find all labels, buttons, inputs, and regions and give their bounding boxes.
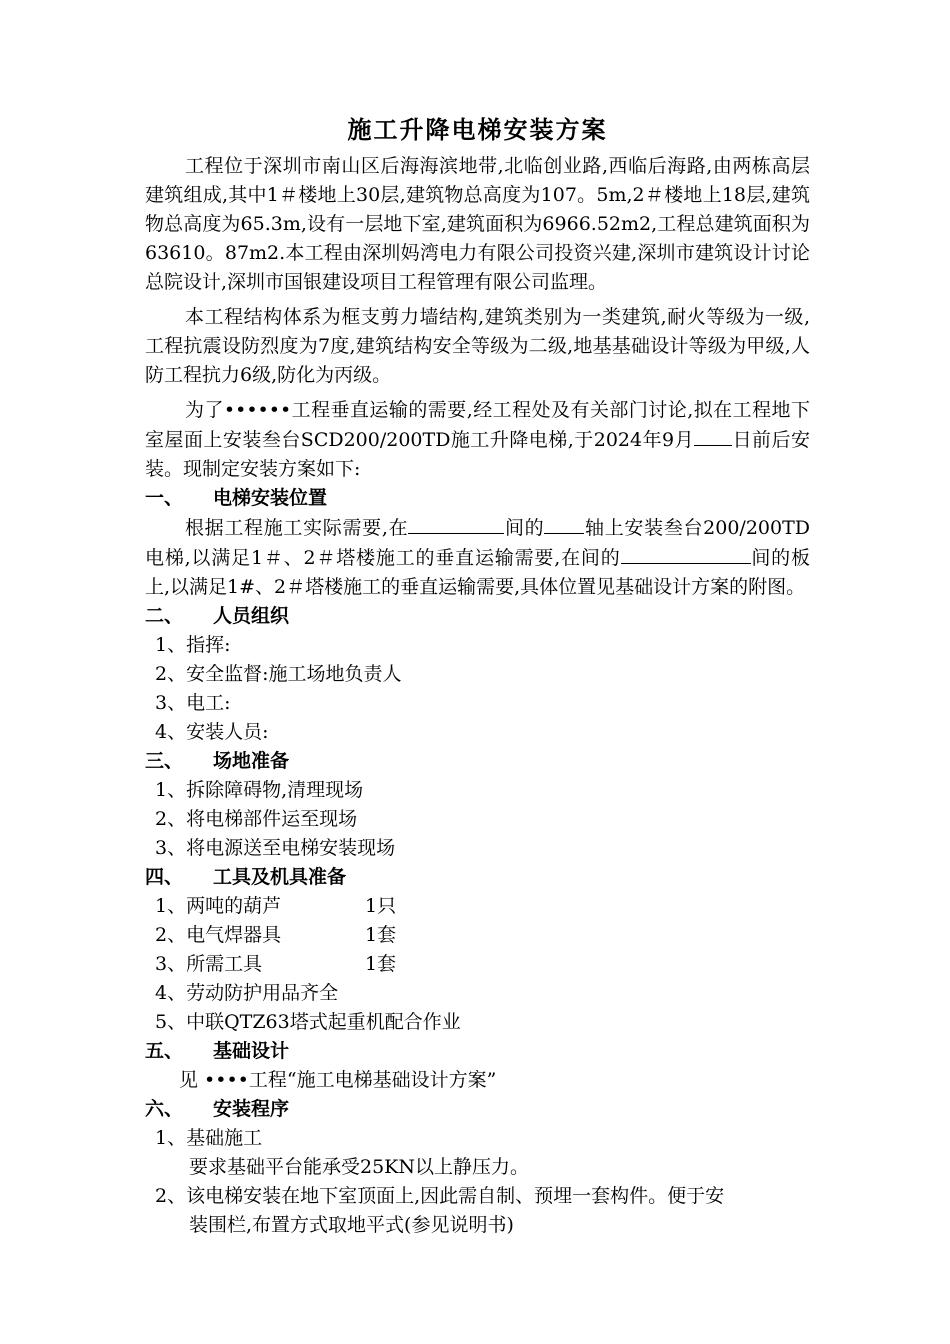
intro-paragraph-3-b: 日前后安装。现制定安装方案如下: bbox=[145, 429, 810, 480]
list-item: 2、安全监督:施工场地负责人 bbox=[155, 663, 402, 685]
list-item: 1、基础施工 bbox=[155, 1127, 263, 1149]
blank-axis bbox=[544, 513, 584, 534]
intro-paragraph-2: 本工程结构体系为框支剪力墙结构,建筑类别为一类建筑,耐火等级为一级,工程抗震设防烈度为7度,建筑结构安全等级为二级,地基基础设计等级为甲级,人防工程抗力6级,防化为丙级。 bbox=[145, 306, 810, 386]
section-heading-6: 六、 安装程序 bbox=[145, 1098, 290, 1120]
intro-paragraph-3-a: 为了••••••工程垂直运输的需要,经工程处及有关部门讨论,拟在工程地下室屋面上安装叁台SCD200/200TD施工升降电梯,于2024年9月 bbox=[145, 399, 810, 451]
list-item: 1、拆除障碍物,清理现场 bbox=[155, 779, 364, 801]
section-heading-4: 四、 工具及机具准备 bbox=[145, 866, 347, 888]
list-item-detail: 要求基础平台能承受25KN以上静压力。 bbox=[189, 1156, 529, 1178]
intro-paragraph-1: 工程位于深圳市南山区后海海滨地带,北临创业路,西临后海路,由两栋高层建筑组成,其中1＃楼地上30层,建筑物总高度为107。5m,2＃楼地上18层,建筑物总高度为65.3m,设有一层地下室,建筑面积为6966.52m2,工程总建筑面积为63610。87m2.本工程由深圳妈湾电力有限公司投资兴建,深圳市建筑设计讨论总院设计,深圳市国银建设项目工程管理有限公司监理。 bbox=[145, 155, 810, 293]
tool-row: 1、两吨的葫芦 1只 bbox=[155, 895, 397, 917]
document-title: 施工升降电梯安装方案 bbox=[347, 116, 608, 144]
list-item: 5、中联QTZ63塔式起重机配合作业 bbox=[155, 1011, 461, 1033]
intro-paragraph-3 bbox=[145, 396, 810, 484]
section-1-text: 根据工程施工实际需要,在 间的 轴上安装叁台200/200TD电梯,以满足1＃、2＃塔楼施工的垂直运输需要,在间的 间的板上,以满足1#、2＃塔楼施工的垂直运输需要,具体位置见基础设计方案的附图。 bbox=[145, 513, 810, 602]
section-5-text: 见 ••••工程“施工电梯基础设计方案” bbox=[179, 1069, 497, 1091]
list-item: 3、将电源送至电梯安装现场 bbox=[155, 837, 396, 859]
document-page bbox=[145, 112, 810, 1240]
list-item: 4、劳动防护用品齐全 bbox=[155, 982, 339, 1004]
tool-row: 2、电气焊器具 1套 bbox=[155, 924, 397, 946]
section-heading-5: 五、 基础设计 bbox=[145, 1040, 290, 1062]
list-item: 3、电工: bbox=[155, 692, 231, 714]
list-item: 4、安装人员: bbox=[155, 721, 269, 743]
blank-between bbox=[621, 543, 751, 564]
list-item: 2、该电梯安装在地下室顶面上,因此需自制、预埋一套构件。便于安 装围栏,布置方式取地平式(参见说明书) bbox=[155, 1185, 725, 1236]
section-heading-2: 二、 人员组织 bbox=[145, 605, 290, 627]
blank-location bbox=[408, 513, 504, 534]
section-heading-1: 一、 电梯安装位置 bbox=[145, 487, 328, 509]
list-item: 2、将电梯部件运至现场 bbox=[155, 808, 358, 830]
tool-row: 3、所需工具 1套 bbox=[155, 953, 397, 975]
section-heading-3: 三、 场地准备 bbox=[145, 750, 290, 772]
blank-date bbox=[694, 425, 732, 446]
list-item: 1、指挥: bbox=[155, 634, 231, 656]
